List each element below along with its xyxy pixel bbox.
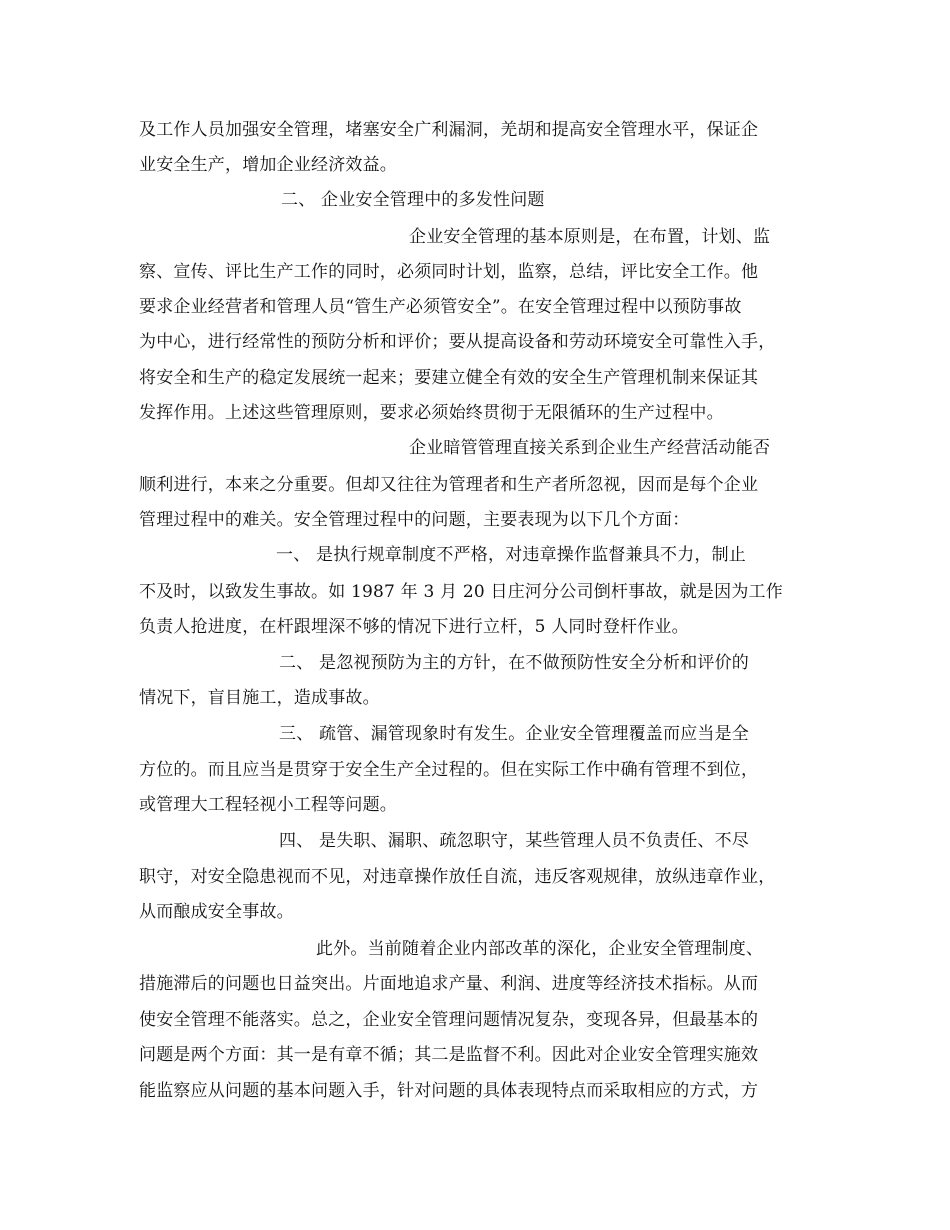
text-line: 问题是两个方面：其一是有章不循；其二是监督不利。因此对企业安全管理实施效	[139, 1045, 759, 1065]
text-line: 情况下，盲目施工，造成事故。	[139, 688, 380, 708]
text-line: 使安全管理不能落实。总之，企业安全管理问题情况复杂，变现各异，但最基本的	[139, 1010, 759, 1030]
text-line: 负责人抢进度，在杆跟埋深不够的情况下进行立杆，5 人同时登杆作业。	[139, 617, 689, 637]
text-line: 职守，对安全隐患视而不见，对违章操作放任自流，违反客观规律，放纵违章作业，	[139, 867, 776, 887]
text-line: 及工作人员加强安全管理，堵塞安全广利漏洞，羌胡和提高安全管理水平，保证企	[139, 120, 759, 140]
text-line: 方位的。而且应当是贯穿于安全生产全过程的。但在实际工作中确有管理不到位，	[139, 760, 759, 780]
text-line: 发挥作用。上述这些管理原则，要求必须始终贯彻于无限循环的生产过程中。	[139, 403, 724, 423]
text-line: 能监察应从问题的基本问题入手，针对问题的具体表现特点而采取相应的方式，方	[139, 1081, 759, 1101]
text-line: 顺利进行，本来之分重要。但却又往往为管理者和生产者所忽视，因而是每个企业	[139, 475, 759, 495]
list-item: 二、 是忽视预防为主的方针，在不做预防性安全分析和评价的	[279, 653, 750, 673]
list-item: 一、 是执行规章制度不严格，对违章操作监督兼具不力，制止	[276, 545, 747, 565]
text-line: 此外。当前随着企业内部改革的深化，企业安全管理制度、	[316, 939, 764, 959]
text-line: 业安全生产，增加企业经济效益。	[139, 155, 397, 175]
text-line: 不及时，以致发生事故。如 1987 年 3 月 20 日庄河分公司倒杆事故，就是因为工作	[139, 582, 783, 602]
text-line: 将安全和生产的稳定发展统一起来；要建立健全有效的安全生产管理机制来保证其	[139, 368, 759, 388]
list-item: 四、 是失职、漏职、疏忽职守，某些管理人员不负责任、不尽	[279, 831, 750, 851]
text-line: 措施滞后的问题也日益突出。片面地追求产量、利润、进度等经济技术指标。从而	[139, 974, 759, 994]
text-line: 为中心，进行经常性的预防分析和评价；要从提高设备和劳动环境安全可靠性入手，	[139, 332, 776, 352]
list-item: 三、 疏管、漏管现象时有发生。企业安全管理覆盖而应当是全	[279, 724, 750, 744]
text-line: 企业安全管理的基本原则是，在布置，计划、监	[409, 227, 771, 247]
text-line: 从而酿成安全事故。	[139, 902, 294, 922]
text-line: 要求企业经营者和管理人员“管生产必须管安全”。在安全管理过程中以预防事故	[139, 297, 742, 317]
section-heading: 二、 企业安全管理中的多发性问题	[281, 190, 545, 210]
text-line: 或管理大工程轻视小工程等问题。	[139, 795, 397, 815]
text-line: 管理过程中的难关。安全管理过程中的问题，主要表现为以下几个方面：	[139, 510, 690, 530]
text-line: 企业暗管管理直接关系到企业生产经营活动能否	[409, 438, 771, 458]
text-line: 察、宣传、评比生产工作的同时，必须同时计划，监察，总结，评比安全工作。他	[139, 262, 759, 282]
